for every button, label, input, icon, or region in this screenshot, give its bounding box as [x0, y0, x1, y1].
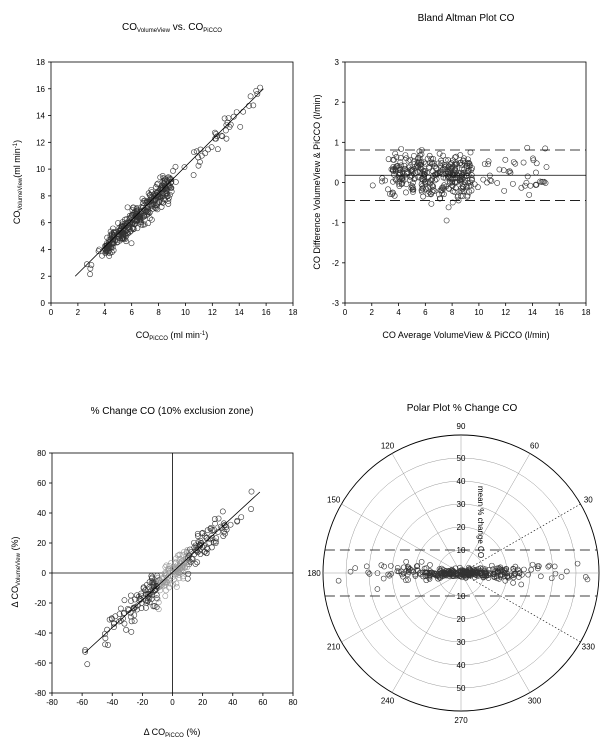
- panel4-spoke: [461, 573, 530, 693]
- panel4-point: [530, 562, 535, 567]
- panel4-point: [419, 559, 424, 564]
- panel2-point: [528, 183, 533, 188]
- panel1-ytick-label: 4: [40, 245, 45, 255]
- scatter-co-panel: [12, 22, 298, 342]
- panel2-point: [503, 157, 508, 162]
- panel4-point: [379, 563, 384, 568]
- panel2-xtick-label: 4: [396, 308, 401, 317]
- panel3-ytick-label: -40: [34, 629, 46, 638]
- panel3-point: [214, 536, 219, 541]
- panel3-ytick-label: 0: [41, 569, 46, 578]
- percent-change-panel: [10, 406, 298, 739]
- panel2-point: [444, 218, 449, 223]
- panel2-point: [525, 174, 530, 179]
- panel3-point: [125, 606, 130, 611]
- panel2-xtick-label: 8: [449, 308, 455, 317]
- panel1-point: [166, 201, 171, 206]
- panel4-spoke: [392, 573, 461, 693]
- panel3-point: [118, 606, 123, 611]
- panel4-angle-label: 330: [581, 642, 595, 652]
- panel3-xtick-label: -40: [106, 698, 119, 707]
- panel3-point: [122, 598, 127, 603]
- panel3-xlabel: Δ $CO_{PiCCO}$ (%): [143, 727, 201, 739]
- panel3-ylabel: Δ $CO_{VolumeView}$ (%): [10, 536, 22, 608]
- panel4-radial-tick-lower: 50: [456, 684, 466, 693]
- panel4-point: [401, 565, 406, 570]
- panel3-point: [128, 614, 133, 619]
- panel2-xtick-label: 12: [501, 308, 511, 317]
- panel4-point: [386, 572, 391, 577]
- panel3-point: [120, 616, 125, 621]
- panel1-xtick-label: 14: [234, 308, 244, 317]
- panel2-ylabel: CO Difference VolumeView & PiCCO (l/min): [312, 94, 322, 270]
- panel1-ytick-label: 6: [40, 218, 45, 228]
- panel4-point: [529, 567, 534, 572]
- panel3-ytick-label: 40: [37, 509, 46, 518]
- panel3-point: [163, 593, 168, 598]
- panel2-xtick-label: 2: [369, 308, 375, 317]
- panel3-ytick-label: -60: [34, 659, 46, 668]
- panel1-ytick-label: 16: [36, 84, 45, 94]
- panel4-point: [521, 567, 526, 572]
- panel2-point: [502, 188, 507, 193]
- panel2-point: [533, 170, 538, 175]
- panel2-point: [527, 192, 532, 197]
- panel3-point: [105, 642, 110, 647]
- panel4-radial-tick-upper: 10: [456, 546, 466, 555]
- panel4-spoke: [341, 504, 461, 573]
- panel3-xtick-label: -60: [76, 698, 88, 707]
- panel2-point: [385, 187, 390, 192]
- panel1-xtick-label: 10: [180, 308, 190, 317]
- panel1-xtick-label: 2: [75, 308, 81, 317]
- panel4-spoke: [341, 573, 461, 642]
- panel4-point: [364, 564, 369, 569]
- panel2-title: Bland Altman Plot CO: [417, 13, 515, 24]
- panel1-point: [129, 241, 134, 246]
- panel1-point: [146, 221, 151, 226]
- panel4-point: [546, 564, 551, 569]
- panel4-point: [366, 570, 371, 575]
- panel4-angle-label: 60: [530, 441, 539, 451]
- panel1-ytick-label: 2: [40, 272, 45, 282]
- panel2-ytick-label: -3: [331, 299, 339, 308]
- panel4-angle-label: 240: [380, 696, 395, 706]
- panel3-point: [129, 629, 134, 634]
- panel2-xtick-label: 14: [527, 308, 537, 317]
- panel4-spoke: [392, 453, 461, 573]
- panel1-point: [258, 85, 263, 90]
- panel1-xtick-label: 6: [129, 308, 134, 317]
- panel1-point: [203, 151, 208, 156]
- polar-plot-panel: [307, 403, 600, 725]
- panel2-point: [403, 190, 408, 195]
- panel1-ytick-label: 10: [36, 165, 45, 175]
- panel1-title: $CO_{VolumeView}$ vs. $CO_{PiCCO}$: [122, 22, 222, 34]
- panel2-xtick-label: 16: [554, 308, 564, 317]
- panel4-radial-tick-lower: 10: [456, 592, 466, 601]
- panel1-point: [173, 164, 178, 169]
- panel2-point: [511, 159, 516, 164]
- panel4-point: [353, 566, 358, 571]
- panel2-point: [399, 146, 404, 151]
- panel3-point: [220, 509, 225, 514]
- panel3-xtick-label: -20: [136, 698, 149, 707]
- panel1-point: [238, 124, 243, 129]
- panel1-ytick-label: 0: [40, 299, 45, 308]
- panel3-point: [85, 662, 90, 667]
- panel3-xtick-label: 0: [170, 698, 175, 707]
- panel3-point: [132, 618, 137, 623]
- panel2-point: [495, 180, 500, 185]
- panel3-point: [249, 489, 254, 494]
- panel4-point: [538, 574, 543, 579]
- panel2-ytick-label: 1: [334, 138, 339, 148]
- panel2-xtick-label: 0: [342, 308, 348, 317]
- panel2-point: [429, 201, 434, 206]
- panel4-radial-tick-lower: 30: [456, 638, 466, 647]
- panel4-radial-tick-upper: 50: [456, 454, 466, 463]
- panel3-ytick-label: 20: [37, 539, 46, 548]
- panel3-ytick-label: -80: [34, 689, 46, 698]
- panel1-xtick-label: 16: [261, 308, 271, 317]
- panel1-point: [87, 272, 92, 277]
- panel1-point: [99, 253, 104, 258]
- panel2-point: [468, 150, 473, 155]
- panel1-point: [255, 91, 260, 96]
- panel3-xtick-label: 20: [198, 698, 208, 707]
- panel2-ytick-label: -2: [331, 258, 339, 268]
- panel4-point: [511, 580, 516, 585]
- panel1-xtick-label: 8: [156, 308, 161, 317]
- panel2-point: [534, 161, 539, 166]
- panel4-angle-label: 210: [327, 642, 341, 652]
- panel3-point: [156, 607, 161, 612]
- panel2-xlabel: CO Average VolumeView & PiCCO (l/min): [382, 330, 550, 340]
- panel4-point: [559, 574, 564, 579]
- panel2-ytick-label: -1: [331, 218, 339, 228]
- panel2-ytick-label: 3: [334, 58, 339, 67]
- panel1-ytick-label: 12: [36, 138, 45, 148]
- panel4-point: [375, 587, 380, 592]
- panel3-ytick-label: 80: [37, 449, 46, 458]
- panel1-regression-line: [75, 89, 263, 276]
- panel4-angle-label: 150: [327, 495, 341, 505]
- panel1-point: [166, 198, 171, 203]
- panel3-ytick-label: 60: [37, 479, 46, 488]
- panel4-point: [549, 576, 554, 581]
- panel2-ytick-label: 0: [334, 178, 339, 188]
- panel3-point: [216, 516, 221, 521]
- panel4-angle-label: 30: [583, 495, 593, 505]
- panel4-point: [547, 563, 552, 568]
- panel3-title: % Change CO (10% exclusion zone): [90, 406, 254, 417]
- panel4-point: [404, 559, 409, 564]
- panel3-point: [118, 618, 123, 623]
- panel3-point: [122, 621, 127, 626]
- panel3-xtick-label: 40: [228, 698, 238, 707]
- panel2-point: [370, 183, 375, 188]
- panel4-point: [348, 569, 353, 574]
- panel1-ytick-label: 14: [36, 111, 45, 121]
- panel4-angle-label: 300: [527, 696, 542, 706]
- panel2-point: [544, 164, 549, 169]
- panel4-point: [336, 578, 341, 583]
- panel4-radial-tick-lower: 40: [456, 661, 466, 670]
- panel1-ylabel: $CO_{VolumeView}(ml$ $\min^{-1}$): [12, 139, 24, 225]
- panel4-radial-tick-upper: 40: [456, 477, 466, 486]
- panel1-point: [215, 147, 220, 152]
- panel1-point: [125, 205, 130, 210]
- panel2-point: [521, 160, 526, 165]
- panel4-radial-tick-lower: 20: [456, 615, 466, 624]
- panel3-point: [248, 506, 253, 511]
- panel1-xlabel: $CO_{PiCCO}$ (ml $\min^{-1}$): [135, 330, 209, 342]
- panel4-point: [381, 576, 386, 581]
- panel3-point: [123, 627, 128, 632]
- panel4-point: [553, 571, 558, 576]
- panel3-xtick-label: 80: [288, 698, 298, 707]
- panel1-xtick-label: 0: [48, 308, 54, 317]
- panel3-point: [186, 571, 191, 576]
- panel4-angle-label: 270: [454, 716, 468, 725]
- panel4-title: Polar Plot % Change CO: [406, 403, 518, 414]
- bland-altman-panel: [312, 13, 591, 340]
- panel4-angle-label: 90: [456, 422, 466, 431]
- panel4-angle-label: 180: [307, 569, 321, 578]
- panel1-xtick-label: 4: [102, 308, 108, 317]
- panel2-point: [446, 205, 451, 210]
- panel4-point: [519, 582, 524, 587]
- panel2-point: [530, 156, 535, 161]
- panel2-point: [421, 194, 426, 199]
- panel2-xtick-label: 18: [581, 308, 591, 317]
- panel3-point: [174, 584, 179, 589]
- panel1-ytick-label: 8: [40, 191, 45, 201]
- panel2-point: [403, 152, 408, 157]
- panel2-point: [475, 185, 480, 190]
- panel2-xtick-label: 10: [474, 308, 484, 317]
- panel2-point: [393, 151, 398, 156]
- panel4-radial-tick-upper: 30: [456, 500, 466, 509]
- panel1-point: [248, 94, 253, 99]
- panel1-ytick-label: 18: [36, 58, 45, 67]
- panel4-point: [382, 564, 387, 569]
- panel3-point: [154, 592, 159, 597]
- panel4-spoke: [461, 453, 530, 573]
- panel2-point: [486, 159, 491, 164]
- panel4-point: [367, 571, 372, 576]
- panel2-point: [531, 158, 536, 163]
- panel1-point: [191, 172, 196, 177]
- panel1-xtick-label: 12: [207, 308, 217, 317]
- panel3-xtick-label: 60: [258, 698, 268, 707]
- panel2-xtick-label: 6: [423, 308, 428, 317]
- panel1-xtick-label: 18: [288, 308, 298, 317]
- panel1-point: [88, 266, 93, 271]
- panel4-radial-tick-upper: 20: [456, 523, 466, 532]
- panel4-radial-label: mean % change CO: [476, 486, 485, 559]
- panel3-xtick-label: -80: [46, 698, 58, 707]
- panel3-point: [128, 593, 133, 598]
- panel2-point: [411, 153, 416, 158]
- panel2-point: [481, 177, 486, 182]
- panel2-point: [513, 161, 518, 166]
- panel2-point: [510, 181, 515, 186]
- panel3-ytick-label: -20: [34, 599, 46, 608]
- panel2-ytick-label: 2: [334, 98, 339, 108]
- panel1-point: [241, 109, 246, 114]
- panel4-angle-label: 120: [380, 441, 395, 451]
